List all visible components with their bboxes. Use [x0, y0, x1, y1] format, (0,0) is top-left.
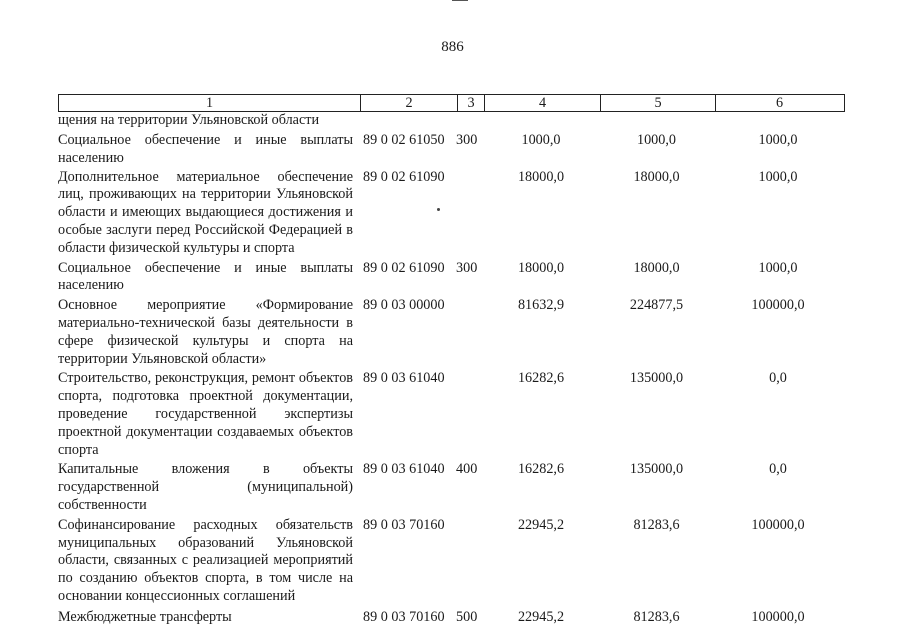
- row-code: 89 0 03 70160: [363, 516, 445, 533]
- row-value-6: 0,0: [769, 370, 787, 387]
- row-name: Строительство, реконструкция, ремонт объектов спорта, подготовка проектной документации, проведение государственной экспертизы проектной документации создаваемых объектов спорта: [58, 370, 353, 458]
- row-name: Межбюджетные трансферты: [58, 608, 232, 625]
- row-type: [456, 169, 483, 258]
- table-row: [58, 169, 845, 258]
- row-code: 89 0 02 61050: [363, 132, 445, 148]
- row-type: 300: [456, 132, 478, 148]
- row-value-5: 135000,0: [629, 461, 684, 478]
- row-value-4: 1000,0: [521, 132, 561, 148]
- row-value-4: 81632,9: [517, 297, 565, 314]
- row-value-5: 135000,0: [629, 370, 684, 387]
- row-value-6: 100000,0: [751, 297, 805, 314]
- row-value-4: 22945,2: [517, 516, 565, 533]
- budget-table: [58, 94, 845, 627]
- column-header: 6: [715, 95, 843, 111]
- row-value-4: 22945,2: [517, 608, 565, 625]
- row-value-6: 0,0: [769, 461, 787, 478]
- row-name: Капитальные вложения в объекты государственной (муниципальной) собственности: [58, 461, 353, 513]
- row-value-5: 1000,0: [636, 132, 676, 148]
- column-header: 3: [457, 95, 484, 111]
- column-header: 4: [484, 95, 600, 111]
- row-value-4: 16282,6: [517, 461, 565, 478]
- row-name: Социальное обеспечение и иные выплаты населению: [58, 259, 353, 294]
- table-row: [58, 461, 845, 514]
- row-type: [456, 297, 483, 368]
- row-value-5: 224877,5: [629, 297, 684, 314]
- row-value-6: 100000,0: [751, 608, 805, 625]
- row-value-4: 18000,0: [517, 259, 565, 276]
- column-header: 1: [205, 95, 214, 111]
- table-row: [58, 132, 845, 168]
- row-code: 89 0 03 70160: [363, 608, 445, 625]
- row-value-5: 81283,6: [633, 608, 680, 625]
- table-row: [58, 112, 845, 130]
- table-row: [58, 517, 845, 606]
- table-header: [58, 94, 845, 112]
- row-name: Софинансирование расходных обязательств муниципальных образований Ульяновской области, связанных с реализацией мероприятий по созданию объектов спорта, в том числе на основании концессионных соглашений: [58, 516, 353, 604]
- row-value-4: 18000,0: [517, 168, 565, 185]
- row-type: [456, 517, 483, 606]
- row-code: 89 0 03 00000: [363, 297, 445, 314]
- row-value-5: 18000,0: [633, 168, 680, 185]
- row-type: 400: [456, 461, 478, 478]
- row-value-4: [483, 112, 599, 130]
- row-value-5: 81283,6: [633, 516, 680, 533]
- row-value-6: 1000,0: [758, 259, 798, 276]
- row-value-6: 1000,0: [758, 168, 798, 185]
- row-name: Социальное обеспечение и иные выплаты населению: [58, 132, 353, 166]
- row-value-6: 100000,0: [751, 516, 805, 533]
- row-value-5: [599, 112, 714, 130]
- row-code: 89 0 03 61040: [363, 370, 445, 387]
- scan-mark: [452, 0, 468, 1]
- scan-speck: [437, 208, 440, 211]
- row-code: [359, 112, 456, 130]
- row-code: 89 0 03 61040: [363, 461, 445, 478]
- table-row: [58, 297, 845, 368]
- row-name: Основное мероприятие «Формирование материально-технической базы деятельности в сфере физической культуры и спорта на территории Ульяновской области»: [58, 297, 353, 367]
- row-name: щения на территории Ульяновской области: [58, 112, 320, 128]
- column-header: 5: [600, 95, 715, 111]
- table-row: [58, 370, 845, 459]
- column-header: 2: [360, 95, 457, 111]
- table-row: [58, 609, 845, 627]
- row-name: Дополнительное материальное обеспечение лиц, проживающих на территории Ульяновской области и имеющих выдающиеся достижения и особые заслуги перед Российской Федерацией в области физической культуры и спорта: [58, 168, 353, 256]
- row-code: 89 0 02 61090: [363, 259, 445, 276]
- row-code: 89 0 02 61090: [363, 168, 445, 185]
- row-type: [456, 370, 483, 459]
- row-type: [456, 112, 483, 130]
- row-value-4: 16282,6: [517, 370, 565, 387]
- row-type: 300: [456, 259, 478, 276]
- row-type: 500: [456, 608, 478, 625]
- page-number: 886: [441, 39, 464, 55]
- table-row: [58, 260, 845, 296]
- row-value-6: 1000,0: [758, 132, 798, 148]
- row-value-6: [714, 112, 842, 130]
- row-value-5: 18000,0: [633, 259, 680, 276]
